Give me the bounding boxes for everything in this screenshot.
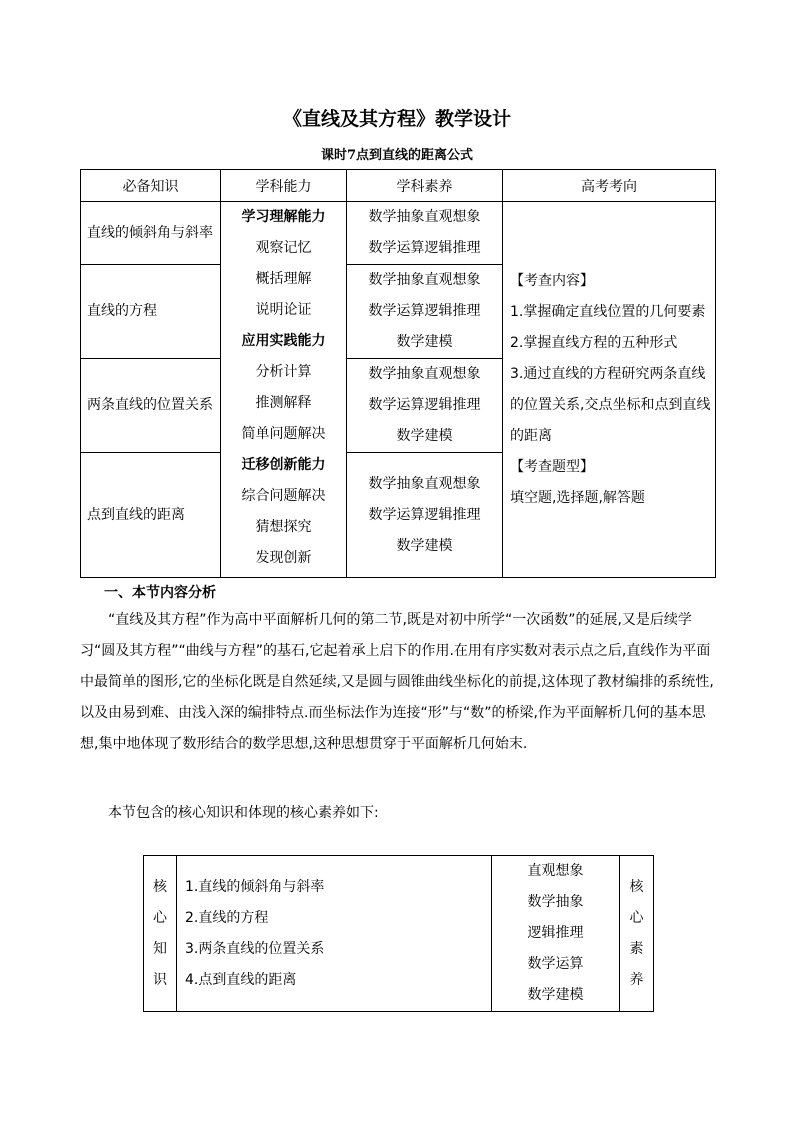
document-subtitle: 课时7点到直线的距离公式 bbox=[320, 148, 474, 163]
core-table bbox=[143, 855, 654, 1012]
literacy-item: 数学运算逻辑推理 bbox=[368, 240, 481, 256]
core-literacy-item: 数学抽象 bbox=[527, 894, 584, 910]
overview-header-row bbox=[81, 170, 716, 202]
ability-item: 分析计算 bbox=[255, 364, 312, 380]
header-exam: 高考考向 bbox=[503, 170, 716, 202]
exam-types: 填空题,选择题,解答题 bbox=[510, 489, 645, 506]
label-char: 心 bbox=[153, 909, 167, 926]
overview-row bbox=[81, 202, 716, 265]
label-char: 识 bbox=[153, 971, 167, 988]
exam-cell bbox=[503, 202, 716, 578]
analysis-paragraph: “直线及其方程”作为高中平面解析几何的第二节,既是对初中所学“一次函数”的延展,又是后续学习“圆及其方程”“曲线与方程”的基石,它起着承上启下的作用.在用有序实数对表示点之后,直线作为平面中最简单的图形,它的坐标化既是自然延续,又是圆与圆锥曲线坐标化的前提,这体现了教材编排的系统性,以及由易到难、由浅入深的编排特点.而坐标法作为连接“形”与“数”的桥梁,作为平面解析几何的基本思想,集中地体现了数形结合的数学思想,这种思想贯穿于平面解析几何始末. bbox=[80, 612, 714, 752]
ability-item: 概括理解 bbox=[255, 271, 312, 287]
exam-content-item: 3.通过直线的方程研究两条直线的位置关系,交点坐标和点到直线的距离 bbox=[510, 365, 711, 444]
exam-content-heading: 【考查内容】 bbox=[510, 272, 594, 289]
knowledge-cell: 直线的倾斜角与斜率 bbox=[81, 202, 221, 265]
label-char: 核 bbox=[629, 878, 644, 895]
ability-heading: 迁移创新能力 bbox=[241, 457, 326, 473]
intro-paragraph: 本节包含的核心知识和体现的核心素养如下: bbox=[108, 805, 379, 821]
label-char: 养 bbox=[629, 971, 644, 988]
header-ability: 学科能力 bbox=[221, 170, 347, 202]
ability-heading: 学习理解能力 bbox=[241, 209, 326, 225]
ability-item: 猜想探究 bbox=[255, 519, 312, 535]
core-knowledge-item: 4.点到直线的距离 bbox=[185, 971, 297, 988]
header-knowledge: 必备知识 bbox=[81, 170, 221, 202]
section-heading: 一、本节内容分析 bbox=[104, 585, 216, 601]
ability-item: 推测解释 bbox=[255, 395, 312, 411]
literacy-item: 数学建模 bbox=[396, 537, 453, 554]
ability-item: 综合问题解决 bbox=[241, 488, 326, 504]
literacy-cell bbox=[347, 359, 503, 453]
literacy-cell bbox=[347, 202, 503, 265]
header-literacy: 学科素养 bbox=[347, 170, 503, 202]
label-char: 知 bbox=[153, 940, 167, 957]
core-literacy-item: 数学建模 bbox=[527, 987, 584, 1003]
label-char: 素 bbox=[629, 940, 644, 957]
literacy-item: 数学抽象直观想象 bbox=[368, 209, 481, 225]
overview-table bbox=[80, 169, 716, 578]
knowledge-cell: 直线的方程 bbox=[81, 265, 221, 359]
core-row bbox=[144, 856, 654, 1012]
ability-item: 简单问题解决 bbox=[241, 426, 326, 442]
literacy-cell bbox=[347, 453, 503, 578]
ability-item: 观察记忆 bbox=[255, 240, 312, 256]
literacy-item: 数学运算逻辑推理 bbox=[368, 303, 481, 319]
literacy-item: 数学抽象直观想象 bbox=[368, 272, 481, 288]
document-title: 《直线及其方程》教学设计 bbox=[282, 108, 511, 130]
core-knowledge-item: 2.直线的方程 bbox=[185, 909, 269, 926]
core-literacy-list bbox=[492, 856, 620, 1012]
exam-content-item: 1.掌握确定直线位置的几何要素 bbox=[510, 303, 706, 320]
core-literacy-item: 数学运算 bbox=[527, 956, 584, 972]
core-literacy-item: 逻辑推理 bbox=[527, 925, 584, 941]
core-literacy-item: 直观想象 bbox=[527, 863, 584, 879]
literacy-item: 数学建模 bbox=[396, 334, 453, 350]
literacy-item: 数学抽象直观想象 bbox=[368, 475, 481, 492]
exam-content-item: 2.掌握直线方程的五种形式 bbox=[510, 334, 678, 351]
literacy-item: 数学建模 bbox=[396, 428, 453, 444]
ability-item: 发现创新 bbox=[255, 550, 312, 566]
label-char: 核 bbox=[153, 878, 167, 895]
core-knowledge-list bbox=[177, 856, 492, 1012]
literacy-item: 数学运算逻辑推理 bbox=[368, 397, 481, 413]
ability-cell bbox=[221, 202, 347, 578]
core-literacy-label bbox=[620, 856, 654, 1012]
core-knowledge-label bbox=[144, 856, 177, 1012]
knowledge-cell: 点到直线的距离 bbox=[81, 453, 221, 578]
exam-type-heading: 【考查题型】 bbox=[510, 458, 594, 475]
knowledge-cell: 两条直线的位置关系 bbox=[81, 359, 221, 453]
literacy-item: 数学运算逻辑推理 bbox=[368, 506, 481, 523]
core-knowledge-item: 1.直线的倾斜角与斜率 bbox=[185, 878, 325, 895]
ability-item: 说明论证 bbox=[255, 302, 312, 318]
literacy-cell bbox=[347, 265, 503, 359]
literacy-item: 数学抽象直观想象 bbox=[368, 366, 481, 382]
ability-heading: 应用实践能力 bbox=[241, 333, 326, 349]
label-char: 心 bbox=[629, 909, 644, 926]
core-knowledge-item: 3.两条直线的位置关系 bbox=[185, 940, 325, 957]
